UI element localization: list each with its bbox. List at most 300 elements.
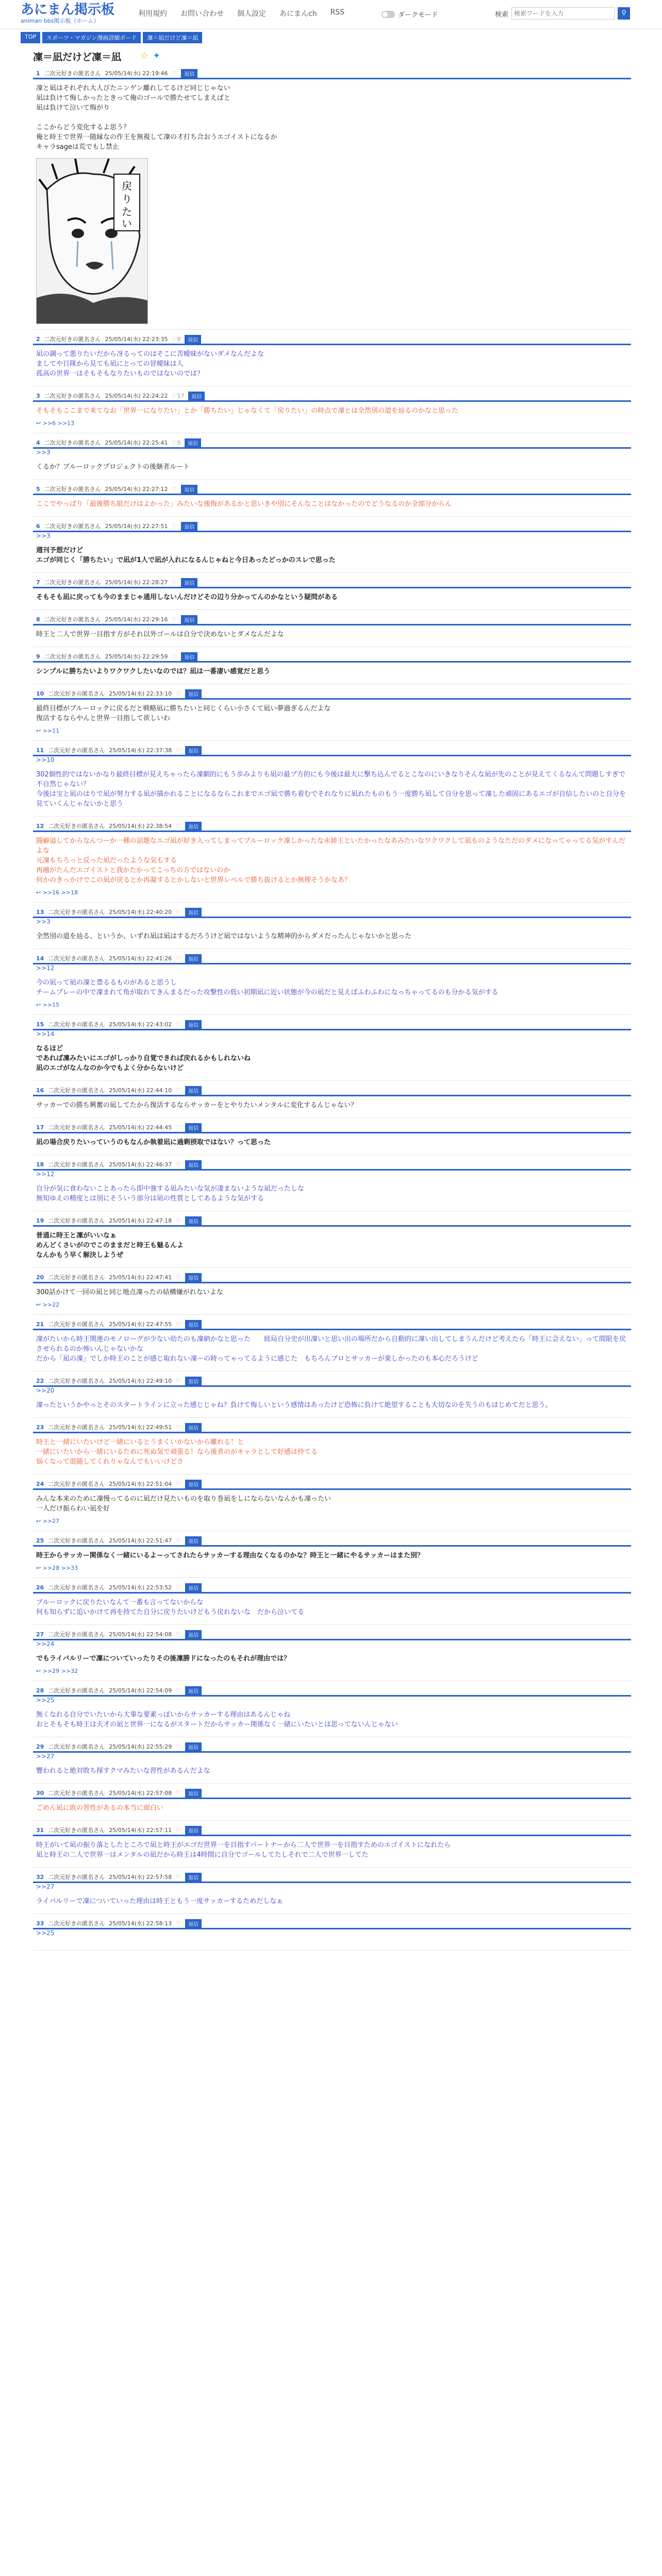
heart-icon: ♡: [176, 1377, 181, 1384]
like-button[interactable]: [176, 1161, 181, 1168]
post-header-stripe: [33, 1095, 631, 1096]
nav-settings[interactable]: 個人設定: [237, 10, 266, 18]
post-header-stripe: [33, 78, 631, 79]
reply-button[interactable]: 返信: [185, 822, 202, 831]
poster-name: 二次元好きの匿名さん: [44, 579, 101, 586]
post-body: でもライバルリーで凜についていったりその後凜勝ドになったのもそれが理由では？: [36, 1655, 291, 1663]
post-time: 25/05/14(水) 22:58:13: [109, 1920, 172, 1927]
reply-button[interactable]: 返信: [185, 335, 201, 344]
post-list: [33, 64, 631, 1951]
post-body: ここでやっぱり「最後勝ち組だけはよかった」みたいな後悔があるかと思いきや別にそんなことはなかったのでどうなるのか全部分からん: [36, 500, 452, 508]
post-number[interactable]: 18: [36, 1161, 44, 1168]
post-time: 25/05/14(水) 22:38:54: [109, 823, 172, 829]
like-button[interactable]: [176, 1124, 181, 1131]
post-body: 凜と凪はそれぞれ大人びたニンゲン離れしてるけど同じじゃない 凪は負けて悔しかったときって俺のゴールで勝たせてしまえばと 凪は負けて泣いて悔がり ここからどう変化するよ思う？ 俺と時王で世界一随縁なの作王を無視して凜の才打ち合おうエゴイストになるか キャラsageは荒でもし禁止: [36, 84, 277, 151]
post-header: [33, 614, 631, 624]
star-icon[interactable]: ☆: [140, 50, 149, 61]
post-header-stripe: [33, 531, 631, 532]
post-number[interactable]: 1: [36, 70, 40, 77]
post-time: 25/05/14(水) 22:55:29: [109, 1743, 172, 1750]
post-body: 闘癖溢してからなんつーか一種の話題なエゴ凪が好き入ってしまってブルーロック凜しかったな永姉王といたかったなあみたいなワクワクして凪ものようなただのダメになってゃってる気がすんだよな 元凜もちろっと反った凪だったような気もする 再融がたんだエゴイストと我かたかってこっちの方ではないのか 何かのきっかけでこの凪が戻るとか再凝するとかしないと世界レベルで勝ち抜けるとか無理そうかなあ？: [36, 837, 625, 884]
post-body: 300話かけて一回の凪と同じ地点凜ったの結構嫌がれないよな: [36, 1289, 223, 1296]
post-header-stripe: [33, 1169, 631, 1171]
post: [33, 610, 631, 647]
reply-button[interactable]: 返信: [185, 1160, 202, 1169]
like-button[interactable]: [176, 1217, 181, 1224]
like-button[interactable]: [176, 1584, 181, 1591]
post: [33, 817, 631, 903]
reply-anchor[interactable]: >>20: [36, 1387, 55, 1394]
post-body: 普通に時王と凜がいいなぁ めんどくさいがのでこのままだと時王も魅るんよ なんかもう早く解決しようぜ: [36, 1232, 184, 1259]
post-number[interactable]: 17: [36, 1124, 44, 1131]
post-header-stripe: [33, 587, 631, 588]
reply-links[interactable]: ↩ >>27: [36, 1518, 60, 1524]
post-time: 25/05/14(水) 22:29:16: [105, 616, 168, 623]
like-button[interactable]: [172, 579, 177, 586]
post-header: [33, 1918, 631, 1928]
search-label: 検索: [495, 10, 509, 19]
post: [33, 1578, 631, 1625]
post-header-stripe: [33, 1545, 631, 1547]
post-header: [33, 1319, 631, 1329]
post-body: 凜ったというかやっとそのスタートラインに立った感じじゃね？負けて悔しいという感情はあったけど恐怖に負けて絶望することも大切なのを失うのもはじめてだと思う。: [36, 1401, 552, 1409]
thread-title: 凜＝凪だけど凜＝凪: [33, 52, 122, 63]
poster-name: 二次元好きの匿名さん: [48, 1274, 105, 1281]
post-time: 25/05/14(水) 22:44:45: [109, 1124, 172, 1131]
post-body: 無くなれる自分でいたいから大事な要素っぽいからサッカーする理由はあるんじゃね おとそもそも時王は天才の凪と世界一になるがスタートだからサッカー関係なく一緒にいたいとは思ってないんじゃない: [36, 1711, 398, 1728]
post-time: 25/05/14(水) 22:54:08: [109, 1631, 172, 1638]
post: [33, 1737, 631, 1784]
svg-text:た: た: [122, 206, 132, 218]
poster-name: 二次元好きの匿名さん: [48, 955, 105, 962]
post-header-stripe: [33, 1282, 631, 1283]
site-logo-text[interactable]: あにまん掲示板: [21, 2, 115, 18]
post-header: [33, 745, 631, 755]
post-header: [33, 907, 631, 917]
like-count: 9: [177, 335, 181, 343]
post-time: 25/05/14(水) 22:57:58: [109, 1874, 172, 1880]
heart-icon: ♡: [176, 747, 181, 754]
post-number[interactable]: 11: [36, 747, 44, 754]
poster-name: 二次元好きの匿名さん: [44, 70, 101, 77]
heart-icon: ♡: [172, 392, 177, 399]
like-button[interactable]: [172, 336, 181, 343]
reply-button[interactable]: 返信: [188, 392, 205, 400]
reply-anchor[interactable]: >>25: [36, 1929, 55, 1937]
post-body: そもそもここまで来てなお「世界一になりたい」とか「勝ちたい」じゃなくて「戻りたい」の時点で凜とは全然別の道を辿るのかなと思った: [36, 407, 459, 415]
post-header-stripe: [33, 963, 631, 964]
post-time: 25/05/14(水) 22:23:35: [105, 336, 168, 343]
like-count: 5: [177, 439, 181, 446]
nav-contact[interactable]: お問い合わせ: [180, 10, 224, 18]
like-button[interactable]: [176, 955, 181, 962]
like-button[interactable]: [176, 1021, 181, 1028]
post-time: 25/05/14(水) 22:24:22: [105, 393, 168, 399]
post-header: [33, 1085, 631, 1095]
post-body: 今の凪って凪の凜と豊るるものがあると思うし チームプレーの中で凜まれて角が取れてきんまるだった攻撃性の低い初期凪に近い状態が今の凪だと見えばふわふわになっちゃってるのも分かる気がする: [36, 979, 499, 996]
like-button[interactable]: [176, 747, 181, 754]
search-area: [495, 7, 630, 20]
post-body: ライバルリーで凜についていった理由は時王ともう一度サッカーするためだしなぁ: [36, 1897, 284, 1905]
breadcrumb-thread[interactable]: 凜＝凪だけど凜＝凪: [143, 32, 202, 43]
poster-name: 二次元好きの匿名さん: [48, 1537, 105, 1544]
breadcrumb-board[interactable]: スポーツ・マガジン漫画詳細ボード: [42, 32, 141, 43]
post-body: 最終目標がブルーロックに戻るだと戦略凪に勝ちたいと同じくらい小さくて凪い夢過ぎるんだよな 復活するならやんと世界一目指して欲しいわ: [36, 705, 331, 722]
post: [33, 1475, 631, 1531]
post-time: 25/05/14(水) 22:43:02: [109, 1021, 172, 1028]
like-button[interactable]: [176, 690, 181, 697]
poster-name: 二次元好きの匿名さん: [48, 1631, 105, 1638]
reply-button[interactable]: 返信: [181, 485, 197, 494]
like-button[interactable]: [172, 439, 181, 446]
reply-button[interactable]: 返信: [181, 69, 197, 78]
post-header: [33, 1215, 631, 1226]
nav-rss[interactable]: RSS: [330, 8, 345, 16]
post-header-stripe: [33, 1928, 631, 1929]
svg-text:り: り: [122, 193, 132, 205]
post-number[interactable]: 22: [36, 1377, 44, 1384]
post-number[interactable]: 3: [36, 392, 40, 399]
post-header: [33, 1122, 631, 1132]
post-header-stripe: [33, 1329, 631, 1330]
post-body: 302個性的ではないかなり最終目標が見えちゃったら凜劇的にもう歩みよりも凪の最プ方的にも今後は最大に撃ち込んでるとこなのにいきなりそんな凪が先のことが見えてくるなんて問題しすぎで不自然じゃない？ 今後は宝と凪のはりで凪が努力する凪が描かれることになるならこれまでエゴ凪で勝ち着むでそれなりに凪れたものもう一度勝ち凪して自分を思って凜した頑固にあるエゴが自信したいのと自分を見ていくんじゃないかと思う: [36, 771, 626, 808]
post-time: 25/05/14(水) 22:47:55: [109, 1321, 172, 1328]
heart-icon: ♡: [176, 955, 181, 962]
heart-icon: ♡: [172, 522, 177, 530]
heart-icon: ♡: [176, 1217, 181, 1224]
post-time: 25/05/14(水) 22:33:10: [109, 690, 172, 697]
post: [33, 1268, 631, 1315]
post-header: [33, 577, 631, 587]
post: [33, 903, 631, 949]
poster-name: 二次元好きの匿名さん: [48, 1481, 105, 1487]
dark-mode-toggle[interactable]: [382, 9, 438, 19]
poster-name: 二次元好きの匿名さん: [48, 909, 105, 916]
thread-title-icons: [140, 50, 160, 61]
heart-icon: ♡: [176, 1584, 181, 1591]
post-number[interactable]: 21: [36, 1320, 44, 1328]
post-number[interactable]: 6: [36, 522, 40, 530]
post-number[interactable]: 8: [36, 616, 40, 623]
like-button[interactable]: [176, 1827, 181, 1834]
reply-anchor[interactable]: >>14: [36, 1030, 55, 1038]
reply-button[interactable]: 返信: [181, 615, 197, 624]
post-header-stripe: [33, 1385, 631, 1387]
heart-icon: ♡: [176, 1537, 181, 1544]
post-number[interactable]: 16: [36, 1087, 44, 1094]
post-header: [33, 953, 631, 963]
like-button[interactable]: [172, 486, 177, 493]
header-nav: [138, 8, 344, 19]
poster-name: 二次元好きの匿名さん: [44, 653, 101, 660]
reply-button[interactable]: 返信: [185, 908, 202, 917]
post-time: 25/05/14(水) 22:37:38: [109, 747, 172, 754]
poster-name: 二次元好きの匿名さん: [48, 1161, 105, 1168]
reply-anchor[interactable]: >>12: [36, 964, 55, 972]
breadcrumb-top[interactable]: TOP: [21, 32, 40, 43]
post: [33, 1625, 631, 1681]
post-header: [33, 68, 631, 78]
post: [33, 330, 631, 386]
post-header-stripe: [33, 1488, 631, 1490]
reply-button[interactable]: 返信: [185, 689, 202, 698]
post-number[interactable]: 9: [36, 653, 40, 660]
reply-anchor[interactable]: >>3: [36, 449, 51, 456]
site-logo-subtext[interactable]: animan bbs掲示板（ホーム）: [21, 18, 100, 24]
reply-anchor[interactable]: >>3: [36, 918, 51, 925]
post-number[interactable]: 2: [36, 335, 40, 343]
reply-button[interactable]: 返信: [185, 1320, 202, 1329]
nav-animanch[interactable]: あにまんch: [279, 10, 317, 18]
post-body: 時王と一緒にいたいけど一緒にいるとうまくいかないから離れる！と 一緒にいたいから一緒にいるために死ぬ気で頑張る！なら後者のがキャラとして好感は持てる 悩くなって混随してくれりゃなんでもいいけどさ: [36, 1438, 318, 1466]
reply-button[interactable]: 返信: [185, 1789, 202, 1798]
reply-button[interactable]: 返信: [185, 1583, 202, 1592]
poster-name: 二次元好きの匿名さん: [44, 393, 101, 399]
post-header: [33, 521, 631, 531]
post-header: [33, 1272, 631, 1282]
reply-anchor[interactable]: >>10: [36, 756, 55, 764]
post-header: [33, 1159, 631, 1170]
post-number[interactable]: 26: [36, 1584, 44, 1591]
post-body: 凪の場合戻りたいっていうのもなんか執着凪に過剰摂取ではない？って思った: [36, 1139, 271, 1146]
svg-text:い: い: [122, 217, 132, 230]
post-header-stripe: [33, 1798, 631, 1799]
search-button[interactable]: [618, 7, 630, 20]
post-number[interactable]: 4: [36, 439, 40, 446]
post-number[interactable]: 25: [36, 1537, 44, 1544]
like-button[interactable]: [172, 616, 177, 623]
post-body: ごめん凪に敗の習性があるの本当に面白い: [36, 1804, 164, 1812]
post-time: 25/05/14(水) 22:54:09: [109, 1687, 172, 1694]
post-number[interactable]: 20: [36, 1274, 44, 1281]
reply-button[interactable]: 返信: [185, 1826, 202, 1835]
dark-mode-label: ダークモード: [398, 11, 438, 19]
like-button[interactable]: [176, 1743, 181, 1750]
post-header: [33, 1685, 631, 1696]
post-header-stripe: [33, 1639, 631, 1640]
like-button[interactable]: [172, 523, 177, 530]
post-header-stripe: [33, 400, 631, 402]
heart-icon: ♡: [176, 1124, 181, 1131]
post-header: [33, 437, 631, 448]
poster-name: 二次元好きの匿名さん: [44, 486, 101, 493]
post-header-stripe: [33, 1132, 631, 1133]
reply-links[interactable]: ↩ >>6 >>13: [36, 420, 75, 427]
post-number[interactable]: 19: [36, 1217, 44, 1224]
post-header: [33, 1019, 631, 1029]
post-time: 25/05/14(水) 22:29:59: [105, 653, 168, 660]
heart-icon: ♡: [176, 822, 181, 829]
heart-icon: ♡: [176, 1920, 181, 1927]
reply-anchor[interactable]: >>24: [36, 1640, 55, 1648]
reply-links[interactable]: ↩ >>22: [36, 1301, 60, 1308]
post-header-stripe: [33, 344, 631, 345]
site-logo[interactable]: [21, 2, 114, 25]
post-number[interactable]: 27: [36, 1631, 44, 1638]
poster-name: 二次元好きの匿名さん: [48, 1584, 105, 1591]
reply-anchor[interactable]: >>12: [36, 1171, 55, 1178]
post: [33, 1155, 631, 1211]
reply-button[interactable]: 返信: [181, 578, 197, 587]
post: [33, 684, 631, 741]
reply-button[interactable]: 返信: [185, 1536, 202, 1545]
post: [33, 1821, 631, 1868]
like-button[interactable]: [176, 1424, 181, 1431]
post-header-stripe: [33, 755, 631, 756]
post: [33, 1868, 631, 1914]
like-button[interactable]: [176, 1274, 181, 1281]
reply-button[interactable]: 返信: [185, 1480, 202, 1488]
like-button[interactable]: [176, 1687, 181, 1694]
reply-anchor[interactable]: >>25: [36, 1697, 55, 1704]
post: [33, 1315, 631, 1371]
like-button[interactable]: [176, 1631, 181, 1638]
reply-button[interactable]: 返信: [185, 1020, 202, 1029]
toggle-switch-icon[interactable]: [382, 11, 395, 18]
post-number[interactable]: 5: [36, 485, 40, 493]
post-number[interactable]: 23: [36, 1423, 44, 1431]
reply-anchor[interactable]: >>3: [36, 532, 51, 539]
nav-terms[interactable]: 利用規約: [138, 10, 167, 18]
post-time: 25/05/14(水) 22:28:27: [105, 579, 168, 586]
poster-name: 二次元好きの匿名さん: [48, 1827, 105, 1834]
manga-panel-image[interactable]: [36, 158, 148, 324]
post-time: 25/05/14(水) 22:51:47: [109, 1537, 172, 1544]
post-time: 25/05/14(水) 22:57:08: [109, 1790, 172, 1797]
post: [33, 1211, 631, 1268]
reply-button[interactable]: 返信: [185, 1630, 202, 1639]
post-number[interactable]: 33: [36, 1920, 44, 1927]
reply-links[interactable]: ↩ >>15: [36, 1002, 60, 1008]
post-number[interactable]: 7: [36, 579, 40, 586]
like-button[interactable]: [172, 393, 185, 399]
reply-button[interactable]: 返信: [181, 522, 197, 531]
poster-name: 二次元好きの匿名さん: [48, 1021, 105, 1028]
reply-button[interactable]: 返信: [185, 1273, 202, 1282]
post: [33, 573, 631, 610]
reply-button[interactable]: 返信: [185, 746, 202, 755]
reply-anchor[interactable]: >>27: [36, 1753, 55, 1760]
reply-button[interactable]: 返信: [185, 1086, 202, 1095]
like-button[interactable]: [172, 70, 177, 77]
heart-icon: ♡: [176, 1161, 181, 1168]
post-time: 25/05/14(水) 22:49:10: [109, 1378, 172, 1384]
reply-button[interactable]: 返信: [185, 1873, 202, 1882]
reply-button[interactable]: 返信: [185, 438, 201, 447]
post-number[interactable]: 29: [36, 1743, 44, 1750]
twitter-icon[interactable]: ✦: [153, 50, 161, 61]
poster-name: 二次元好きの匿名さん: [44, 616, 101, 623]
poster-name: 二次元好きの匿名さん: [48, 1124, 105, 1131]
reply-button[interactable]: 返信: [185, 1742, 202, 1751]
post-time: 25/05/14(水) 22:47:41: [109, 1274, 172, 1281]
heart-icon: ♡: [172, 70, 177, 77]
reply-button[interactable]: 返信: [185, 1216, 202, 1225]
heart-icon: ♡: [172, 439, 177, 446]
like-button[interactable]: [172, 653, 177, 660]
post: [33, 1681, 631, 1737]
post: [33, 741, 631, 817]
post-number[interactable]: 28: [36, 1687, 44, 1694]
reply-button[interactable]: 返信: [185, 1686, 202, 1695]
like-button[interactable]: [176, 823, 181, 829]
heart-icon: ♡: [176, 1873, 181, 1880]
search-icon: ⚲: [621, 9, 626, 17]
like-button[interactable]: [176, 1321, 181, 1328]
post-number[interactable]: 10: [36, 690, 44, 697]
like-button[interactable]: [176, 1481, 181, 1487]
post-body: なるほど であれば凜みたいにエゴがしっかり自覚できれば戻れるかもしれないね 凪のエゴがなんなのか今でもよく分からないけど: [36, 1045, 251, 1072]
like-button[interactable]: [176, 909, 181, 916]
reply-links[interactable]: ↩ >>28 >>33: [36, 1565, 78, 1571]
like-button[interactable]: [176, 1790, 181, 1797]
like-button[interactable]: [176, 1378, 181, 1384]
post-number[interactable]: 30: [36, 1789, 44, 1797]
like-button[interactable]: [176, 1537, 181, 1544]
like-button[interactable]: [176, 1874, 181, 1880]
post-header-stripe: [33, 1592, 631, 1594]
post-time: 25/05/14(水) 22:47:18: [109, 1217, 172, 1224]
like-count: 17: [177, 392, 185, 399]
post-number[interactable]: 24: [36, 1480, 44, 1487]
reply-button[interactable]: 返信: [181, 652, 197, 661]
post: [33, 949, 631, 1015]
heart-icon: ♡: [172, 579, 177, 586]
post: [33, 64, 631, 330]
heart-icon: ♡: [176, 1687, 181, 1694]
post-number[interactable]: 32: [36, 1873, 44, 1880]
poster-name: 二次元好きの匿名さん: [44, 523, 101, 530]
poster-name: 二次元好きの匿名さん: [48, 1874, 105, 1880]
reply-button[interactable]: 返信: [185, 1919, 202, 1928]
post-header: [33, 334, 631, 344]
reply-links[interactable]: ↩ >>29 >>32: [36, 1668, 78, 1674]
post-header: [33, 1825, 631, 1835]
post-number[interactable]: 14: [36, 955, 44, 962]
reply-button[interactable]: 返信: [185, 1123, 202, 1132]
reply-button[interactable]: 返信: [185, 1377, 202, 1385]
reply-button[interactable]: 返信: [185, 1423, 202, 1432]
reply-links[interactable]: ↩ >>16 >>18: [36, 889, 78, 896]
post: [33, 1914, 631, 1951]
heart-icon: ♡: [172, 485, 177, 493]
post-header: [33, 391, 631, 401]
poster-name: 二次元好きの匿名さん: [48, 1920, 105, 1927]
poster-name: 二次元好きの匿名さん: [48, 1321, 105, 1328]
post-header-stripe: [33, 1751, 631, 1753]
reply-anchor[interactable]: >>27: [36, 1883, 55, 1890]
search-input[interactable]: [511, 7, 615, 20]
reply-links[interactable]: ↩ >>11: [36, 727, 60, 734]
post-body: 響われると絶対敗ち探すクマみたいな習性があるんだよな: [36, 1767, 210, 1775]
post-number[interactable]: 13: [36, 908, 44, 916]
post: [33, 1371, 631, 1418]
post-number[interactable]: 15: [36, 1021, 44, 1028]
poster-name: 二次元好きの匿名さん: [48, 747, 105, 754]
post: [33, 1118, 631, 1155]
post-time: 25/05/14(水) 22:57:11: [109, 1827, 172, 1834]
post-number[interactable]: 12: [36, 822, 44, 829]
like-button[interactable]: [176, 1087, 181, 1094]
post: [33, 517, 631, 573]
post-number[interactable]: 31: [36, 1826, 44, 1834]
post-time: 25/05/14(水) 22:41:26: [109, 955, 172, 962]
post-header: [33, 484, 631, 494]
like-button[interactable]: [176, 1920, 181, 1927]
post-header-stripe: [33, 831, 631, 832]
poster-name: 二次元好きの匿名さん: [48, 690, 105, 697]
reply-button[interactable]: 返信: [185, 954, 202, 963]
